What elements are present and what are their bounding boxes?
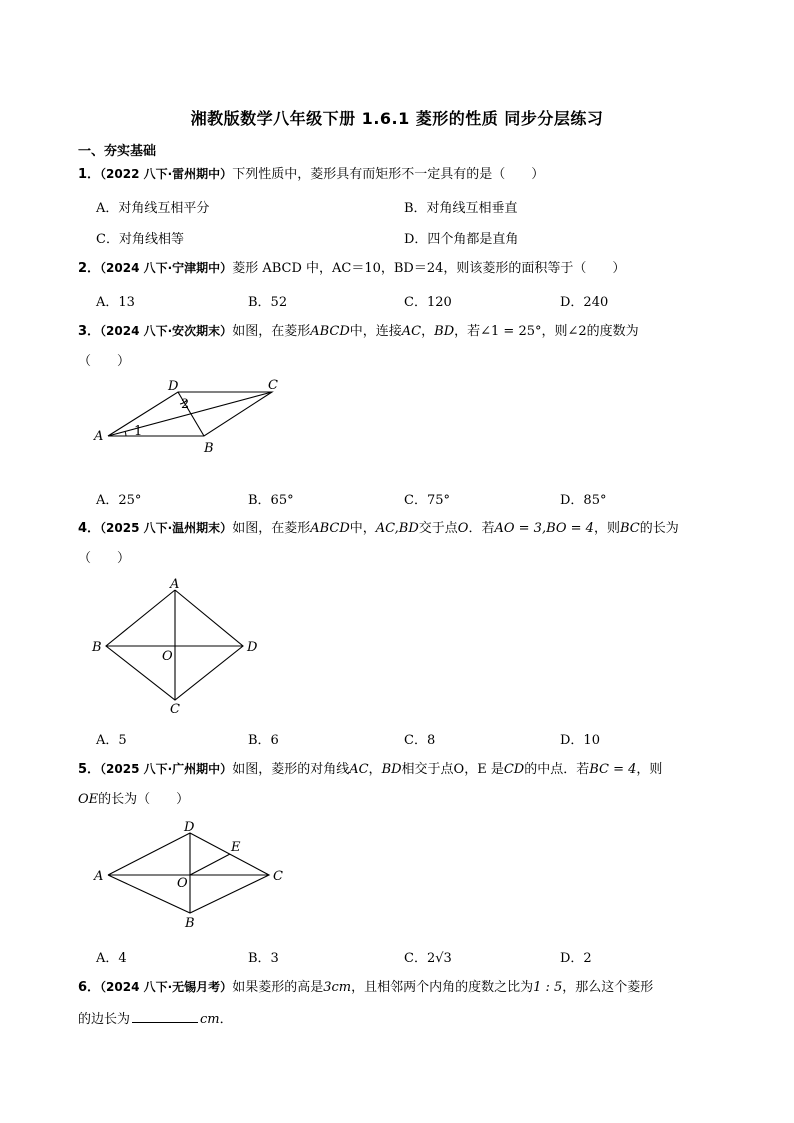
question-text: 中， (349, 521, 376, 536)
math-text: ABCD (310, 324, 350, 339)
option-c: C．75° (404, 493, 450, 508)
question-source: （2024 八下·宁津期中） (100, 261, 233, 275)
label-angle-2: 2 (181, 397, 190, 412)
label-a: A (170, 577, 180, 592)
label-e: E (231, 840, 241, 855)
label-c: C (273, 869, 283, 884)
option-d: D．四个角都是直角 (404, 232, 519, 247)
label-d: D (184, 820, 195, 835)
question-text: ． (219, 1012, 233, 1027)
question-text: ．若 (468, 521, 495, 536)
question-text: ，若∠1 = 25°，则∠2的度数为 (454, 324, 639, 339)
section-heading: 一、夯实基础 (78, 144, 157, 159)
figure-q3 (88, 374, 298, 484)
option-b: B．65° (248, 493, 294, 508)
question-text: ，则 (593, 521, 620, 536)
page-title: 湘教版数学八年级下册 1.6.1 菱形的性质 同步分层练习 (190, 109, 604, 128)
option-b: B．对角线互相垂直 (404, 201, 518, 216)
question-number: 3． (78, 324, 101, 339)
question-text: 如图，菱形的对角线 (232, 762, 350, 777)
math-text: 1 : 5 (533, 980, 563, 995)
question-number: 1． (78, 167, 101, 182)
question-text: ， (421, 324, 435, 339)
question-text: 如图，在菱形 (232, 521, 311, 536)
question-text: ，则 (636, 762, 663, 777)
option-a: A．13 (96, 295, 135, 310)
question-4 (78, 519, 679, 538)
question-number: 6． (78, 980, 101, 995)
question-source: （2025 八下·广州期中） (100, 762, 233, 776)
question-text: 的长为（ ） (98, 792, 190, 807)
option-b: B．6 (248, 733, 279, 748)
rhombus-outline (108, 833, 269, 913)
question-number: 2． (78, 261, 101, 276)
question-source: （2024 八下·无锡月考） (100, 980, 233, 994)
question-number: 4． (78, 521, 101, 536)
question-text: ， (368, 762, 382, 777)
option-a: A．5 (96, 733, 127, 748)
answer-blank[interactable] (132, 1010, 198, 1023)
answer-paren: （ ） (78, 354, 131, 369)
option-d: D．240 (560, 295, 609, 310)
math-text: cm (200, 1012, 220, 1027)
question-text: ，且相邻两个内角的度数之比为 (351, 980, 534, 995)
question-3 (78, 322, 639, 341)
option-c: C．2√3 (404, 951, 452, 966)
math-text: AC,BD (375, 521, 419, 536)
label-c: C (170, 702, 180, 716)
label-angle-1: 1 (134, 424, 143, 439)
label-b: B (92, 640, 102, 655)
question-text: 下列性质中，菱形具有而矩形不一定具有的是（ ） (232, 167, 545, 182)
option-c: C．对角线相等 (96, 232, 184, 247)
label-a: A (94, 429, 104, 444)
math-text: BD (434, 324, 455, 339)
label-d: D (247, 640, 258, 655)
label-c: C (268, 378, 278, 393)
label-b: B (185, 916, 195, 931)
question-number: 5． (78, 762, 101, 777)
math-text: ABCD (310, 521, 350, 536)
figure-q4 (86, 576, 276, 716)
segment-oe (190, 854, 230, 875)
label-o: O (177, 876, 188, 891)
math-text: BD (381, 762, 402, 777)
question-text: 菱形 ABCD 中，AC＝10，BD＝24，则该菱形的面积等于（ ） (232, 261, 626, 276)
question-6 (78, 978, 653, 997)
math-text: AC (401, 324, 422, 339)
diagonal-ac (108, 392, 272, 436)
question-5 (78, 760, 662, 779)
question-text: ，那么这个菱形 (562, 980, 654, 995)
question-text: 如果菱形的高是 (232, 980, 324, 995)
question-1 (78, 165, 544, 184)
math-text: AO = 3,BO = 4 (494, 521, 594, 536)
option-a: A．4 (96, 951, 127, 966)
question-source: （2025 八下·温州期末） (100, 521, 233, 535)
label-o: O (162, 649, 173, 664)
math-text: BC (619, 521, 640, 536)
question-text: 的长为 (639, 521, 679, 536)
label-b: B (204, 441, 214, 456)
question-text: 交于点 (418, 521, 458, 536)
answer-paren: （ ） (78, 551, 131, 566)
question-text: 的边长为 (78, 1012, 131, 1027)
question-5-line-2 (78, 791, 189, 809)
option-b: B．3 (248, 951, 279, 966)
option-c: C．120 (404, 295, 452, 310)
option-d: D．85° (560, 493, 607, 508)
math-text: BC = 4 (589, 762, 637, 777)
option-b: B．52 (248, 295, 288, 310)
question-text: 相交于点O，E 是 (401, 762, 504, 777)
figure-q5 (88, 818, 298, 933)
question-2 (78, 259, 625, 278)
option-a: A．25° (96, 493, 142, 508)
question-text: 如图，在菱形 (232, 324, 311, 339)
math-text: O (457, 521, 469, 536)
option-d: D．10 (560, 733, 600, 748)
label-a: A (94, 869, 104, 884)
question-6-line-2 (78, 1010, 233, 1029)
question-source: （2024 八下·安次期末） (100, 324, 233, 338)
math-text: 3cm (323, 980, 352, 995)
option-a: A．对角线互相平分 (96, 201, 210, 216)
math-text: AC (349, 762, 369, 777)
math-text: CD (503, 762, 525, 777)
question-text: 中，连接 (349, 324, 402, 339)
option-d: D．2 (560, 951, 592, 966)
math-text: OE (78, 792, 99, 807)
option-c: C．8 (404, 733, 436, 748)
question-text: 的中点．若 (524, 762, 590, 777)
question-source: （2022 八下·雷州期中） (100, 167, 233, 181)
label-d: D (168, 379, 179, 394)
